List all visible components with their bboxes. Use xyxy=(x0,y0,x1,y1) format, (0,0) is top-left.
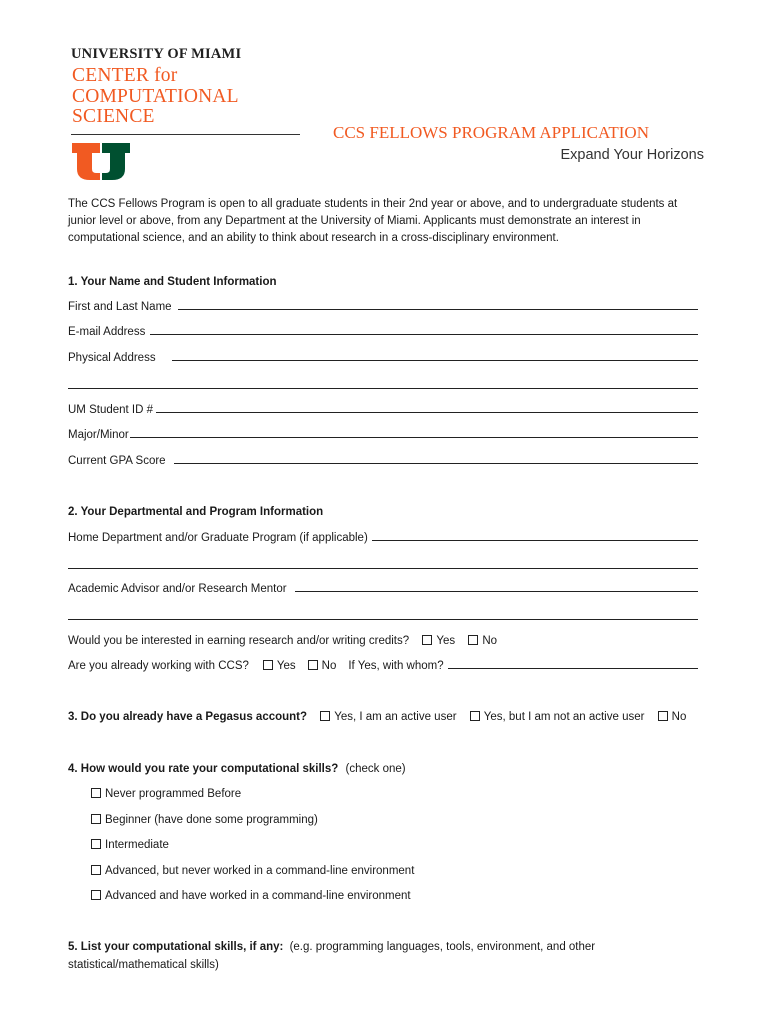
section-5-note: (e.g. programming languages, tools, environment, and other xyxy=(289,941,596,953)
section-5-heading-row xyxy=(68,941,595,953)
checkbox-icon[interactable] xyxy=(470,711,480,721)
program-title: CCS FELLOWS PROGRAM APPLICATION xyxy=(333,123,649,142)
credits-no-option[interactable] xyxy=(468,635,497,647)
checkbox-icon[interactable] xyxy=(308,660,318,670)
advisor-field[interactable] xyxy=(295,591,698,592)
email-field[interactable] xyxy=(150,334,698,335)
center-name-line-3: SCIENCE xyxy=(72,106,155,127)
pegasus-option-no[interactable] xyxy=(658,711,687,723)
home-dept-label: Home Department and/or Graduate Program (if applicable) xyxy=(68,532,368,544)
address-field[interactable] xyxy=(172,360,698,361)
section-5-note-line-2: statistical/mathematical skills) xyxy=(68,959,219,971)
working-no-option[interactable] xyxy=(308,660,337,672)
center-name xyxy=(72,66,239,128)
um-logo xyxy=(72,143,130,181)
address-field-row xyxy=(68,352,698,364)
center-name-line-1: CENTER for xyxy=(72,65,178,86)
intro-paragraph: The CCS Fellows Program is open to all graduate students in their 2nd year or above, and to undergraduate students at junior level or above, from any Department at the University of Miami. Applicants must demonstrate an interest in computational science, and an ability to think about research in a cross-disciplinary environment. xyxy=(68,198,678,244)
with-whom-field[interactable] xyxy=(448,668,698,669)
advisor-label: Academic Advisor and/or Research Mentor xyxy=(68,583,287,595)
skill-option-advanced-cli[interactable] xyxy=(91,890,411,902)
section-3-heading: 3. Do you already have a Pegasus account? xyxy=(68,711,308,723)
email-field-row xyxy=(68,326,698,338)
skill-option-beginner[interactable] xyxy=(91,814,318,826)
working-yes-option[interactable] xyxy=(263,660,296,672)
working-no-label: No xyxy=(321,660,337,672)
credits-question: Would you be interested in earning research and/or writing credits? xyxy=(68,635,410,647)
skill-option-label: Advanced, but never worked in a command-line environment xyxy=(105,865,415,877)
section-4-note: (check one) xyxy=(345,763,406,775)
gpa-field[interactable] xyxy=(174,463,698,464)
major-field[interactable] xyxy=(130,437,698,438)
checkbox-icon[interactable] xyxy=(91,814,101,824)
credits-yes-option[interactable] xyxy=(422,635,455,647)
checkbox-icon[interactable] xyxy=(320,711,330,721)
checkbox-icon[interactable] xyxy=(263,660,273,670)
home-dept-field-row xyxy=(68,532,698,544)
student-id-field[interactable] xyxy=(156,412,698,413)
skill-option-label: Advanced and have worked in a command-line environment xyxy=(105,890,411,902)
name-field[interactable] xyxy=(178,309,698,310)
header-rule xyxy=(71,134,300,135)
checkbox-icon[interactable] xyxy=(468,635,478,645)
address-field-line-2[interactable] xyxy=(68,388,698,389)
name-label: First and Last Name xyxy=(68,301,172,313)
home-dept-field[interactable] xyxy=(372,540,698,541)
pegasus-option-no-label: No xyxy=(671,711,687,723)
university-name: UNIVERSITY OF MIAMI xyxy=(71,46,242,62)
checkbox-icon[interactable] xyxy=(91,788,101,798)
advisor-field-row xyxy=(68,583,698,595)
checkbox-icon[interactable] xyxy=(91,890,101,900)
skill-option-label: Beginner (have done some programming) xyxy=(105,814,318,826)
student-id-field-row xyxy=(68,404,698,416)
name-field-row xyxy=(68,301,698,313)
credits-no-label: No xyxy=(482,635,498,647)
gpa-label: Current GPA Score xyxy=(68,455,166,467)
skill-option-never[interactable] xyxy=(91,788,241,800)
skill-option-intermediate[interactable] xyxy=(91,839,169,851)
student-id-label: UM Student ID # xyxy=(68,404,154,416)
section-5-heading: 5. List your computational skills, if any: xyxy=(68,941,284,953)
address-label: Physical Address xyxy=(68,352,156,364)
pegasus-option-inactive[interactable] xyxy=(470,711,645,723)
major-field-row xyxy=(68,429,698,441)
home-dept-field-line-2[interactable] xyxy=(68,568,698,569)
pegasus-option-inactive-label: Yes, but I am not an active user xyxy=(483,711,645,723)
section-3-row xyxy=(68,711,686,723)
if-yes-label: If Yes, with whom? xyxy=(348,660,444,672)
section-2-heading: 2. Your Departmental and Program Information xyxy=(68,506,324,518)
skill-option-label: Intermediate xyxy=(105,839,169,851)
subtitle: Expand Your Horizons xyxy=(560,147,704,163)
major-label: Major/Minor xyxy=(68,429,129,441)
checkbox-icon[interactable] xyxy=(91,839,101,849)
checkbox-icon[interactable] xyxy=(658,711,668,721)
section-4-heading: 4. How would you rate your computational skills? xyxy=(68,763,339,775)
credits-question-row xyxy=(68,635,497,647)
skill-option-label: Never programmed Before xyxy=(105,788,242,800)
pegasus-option-active[interactable] xyxy=(320,711,456,723)
advisor-field-line-2[interactable] xyxy=(68,619,698,620)
email-label: E-mail Address xyxy=(68,326,146,338)
credits-yes-label: Yes xyxy=(436,635,456,647)
working-question-row xyxy=(68,660,698,672)
working-question: Are you already working with CCS? xyxy=(68,660,249,672)
section-1-heading: 1. Your Name and Student Information xyxy=(68,276,277,288)
section-4-heading-row xyxy=(68,763,406,775)
gpa-field-row xyxy=(68,455,698,467)
checkbox-icon[interactable] xyxy=(422,635,432,645)
center-name-line-2: COMPUTATIONAL xyxy=(72,85,239,107)
pegasus-option-active-label: Yes, I am an active user xyxy=(334,711,457,723)
working-yes-label: Yes xyxy=(276,660,296,672)
checkbox-icon[interactable] xyxy=(91,865,101,875)
skill-option-advanced-no-cli[interactable] xyxy=(91,865,414,877)
